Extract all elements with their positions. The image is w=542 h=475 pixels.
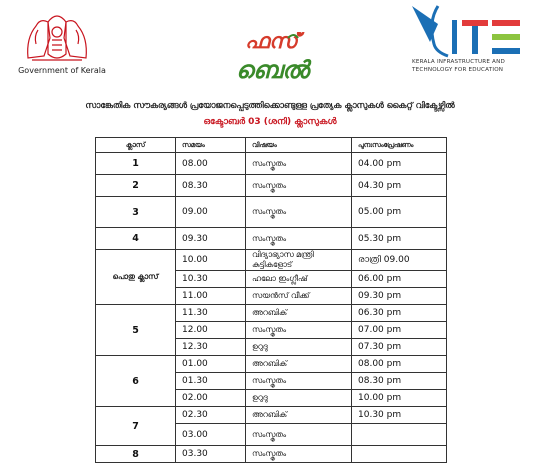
subject-cell: വിദ്യാഭ്യാസ മന്ത്രി കുട്ടികളോട് bbox=[246, 250, 352, 271]
kite-name-line2: TECHNOLOGY FOR EDUCATION bbox=[412, 67, 504, 73]
subject-cell: അറബിക് bbox=[246, 356, 352, 373]
class-cell: 1 bbox=[96, 153, 176, 175]
rebroadcast-cell: രാത്രി 09.00 bbox=[352, 250, 447, 271]
time-cell: 12.30 bbox=[176, 339, 246, 356]
table-row bbox=[96, 446, 447, 463]
time-cell: 11.30 bbox=[176, 305, 246, 322]
time-cell: 02.30 bbox=[176, 407, 246, 424]
time-cell: 10.00 bbox=[176, 250, 246, 271]
header-subject: വിഷയം bbox=[246, 138, 352, 153]
class-cell: 4 bbox=[96, 228, 176, 250]
class-cell: 6 bbox=[96, 356, 176, 407]
rebroadcast-cell: 08.00 pm bbox=[352, 356, 447, 373]
table-row bbox=[96, 250, 447, 271]
header-class: ക്ലാസ് bbox=[96, 138, 176, 153]
rebroadcast-cell bbox=[352, 446, 447, 463]
class-cell: 8 bbox=[96, 446, 176, 463]
subject-cell: ഹലോ ഇംഗ്ലീഷ് bbox=[246, 271, 352, 288]
rebroadcast-cell: 08.30 pm bbox=[352, 373, 447, 390]
subject-cell: അറബിക് bbox=[246, 305, 352, 322]
subject-cell: സയൻസ് വീക്ക് bbox=[246, 288, 352, 305]
subject-cell: സംസ്കൃതം bbox=[246, 322, 352, 339]
time-cell: 08.30 bbox=[176, 175, 246, 197]
logo-first-word: ഫസ് bbox=[245, 28, 298, 53]
table-header-row bbox=[96, 138, 447, 153]
rebroadcast-cell: 05.30 pm bbox=[352, 228, 447, 250]
subject-cell: ഉറുദു bbox=[246, 339, 352, 356]
time-cell: 09.00 bbox=[176, 197, 246, 228]
subject-cell: സംസ്കൃതം bbox=[246, 153, 352, 175]
subject-cell: ഉറുദു bbox=[246, 390, 352, 407]
header-time: സമയം bbox=[176, 138, 246, 153]
kite-logo-icon bbox=[408, 2, 528, 60]
class-cell: 5 bbox=[96, 305, 176, 356]
time-cell: 12.00 bbox=[176, 322, 246, 339]
kite-name bbox=[412, 58, 537, 74]
table-row bbox=[96, 197, 447, 228]
time-cell: 11.00 bbox=[176, 288, 246, 305]
schedule-table bbox=[95, 137, 447, 463]
time-cell: 01.30 bbox=[176, 373, 246, 390]
page-subtitle: സാങ്കേതിക സൗകര്യങ്ങൾ പ്രയോജനപ്പെടുത്തിക്കൊണ്ടുള്ള പ്രത്യേക ക്ലാസുകൾ കൈറ്റ് വിക്ടേഴ്സിൽ bbox=[85, 100, 455, 110]
time-cell: 03.00 bbox=[176, 424, 246, 446]
class-cell: 3 bbox=[96, 197, 176, 228]
subject-cell: സംസ്കൃതം bbox=[246, 197, 352, 228]
rebroadcast-cell bbox=[352, 424, 447, 446]
rebroadcast-cell: 10.30 pm bbox=[352, 407, 447, 424]
time-cell: 03.30 bbox=[176, 446, 246, 463]
table-row bbox=[96, 407, 447, 424]
rebroadcast-cell: 09.30 pm bbox=[352, 288, 447, 305]
rebroadcast-cell: 04.30 pm bbox=[352, 175, 447, 197]
table-row bbox=[96, 356, 447, 373]
table-row bbox=[96, 175, 447, 197]
kerala-emblem-icon bbox=[22, 8, 92, 66]
rebroadcast-cell: 07.00 pm bbox=[352, 322, 447, 339]
subject-cell: സംസ്കൃതം bbox=[246, 228, 352, 250]
government-label: Government of Kerala bbox=[18, 66, 106, 75]
rebroadcast-cell: 07.30 pm bbox=[352, 339, 447, 356]
time-cell: 01.00 bbox=[176, 356, 246, 373]
table-row bbox=[96, 305, 447, 322]
time-cell: 08.00 bbox=[176, 153, 246, 175]
rebroadcast-cell: 04.00 pm bbox=[352, 153, 447, 175]
subject-cell: സംസ്കൃതം bbox=[246, 175, 352, 197]
date-title: ഒക്ടോബർ 03 (ശനി) ക്ലാസുകൾ bbox=[203, 117, 337, 127]
subject-cell: സംസ്കൃതം bbox=[246, 446, 352, 463]
logo-second-word: ബെൽ bbox=[236, 55, 309, 84]
class-cell: 2 bbox=[96, 175, 176, 197]
class-cell: പൊതു ക്ലാസ് bbox=[96, 250, 176, 305]
subject-cell: സംസ്കൃതം bbox=[246, 373, 352, 390]
time-cell: 10.30 bbox=[176, 271, 246, 288]
header-rebroadcast: പുനഃസംപ്രേഷണം bbox=[352, 138, 447, 153]
time-cell: 09.30 bbox=[176, 228, 246, 250]
rebroadcast-cell: 05.00 pm bbox=[352, 197, 447, 228]
time-cell: 02.00 bbox=[176, 390, 246, 407]
rebroadcast-cell: 06.30 pm bbox=[352, 305, 447, 322]
table-row bbox=[96, 228, 447, 250]
kite-name-line1: KERALA INFRASTRUCTURE AND bbox=[412, 59, 505, 65]
table-row bbox=[96, 153, 447, 175]
class-cell: 7 bbox=[96, 407, 176, 446]
rebroadcast-cell: 06.00 pm bbox=[352, 271, 447, 288]
rebroadcast-cell: 10.00 pm bbox=[352, 390, 447, 407]
subject-cell: സംസ്കൃതം bbox=[246, 424, 352, 446]
subject-cell: അറബിക് bbox=[246, 407, 352, 424]
